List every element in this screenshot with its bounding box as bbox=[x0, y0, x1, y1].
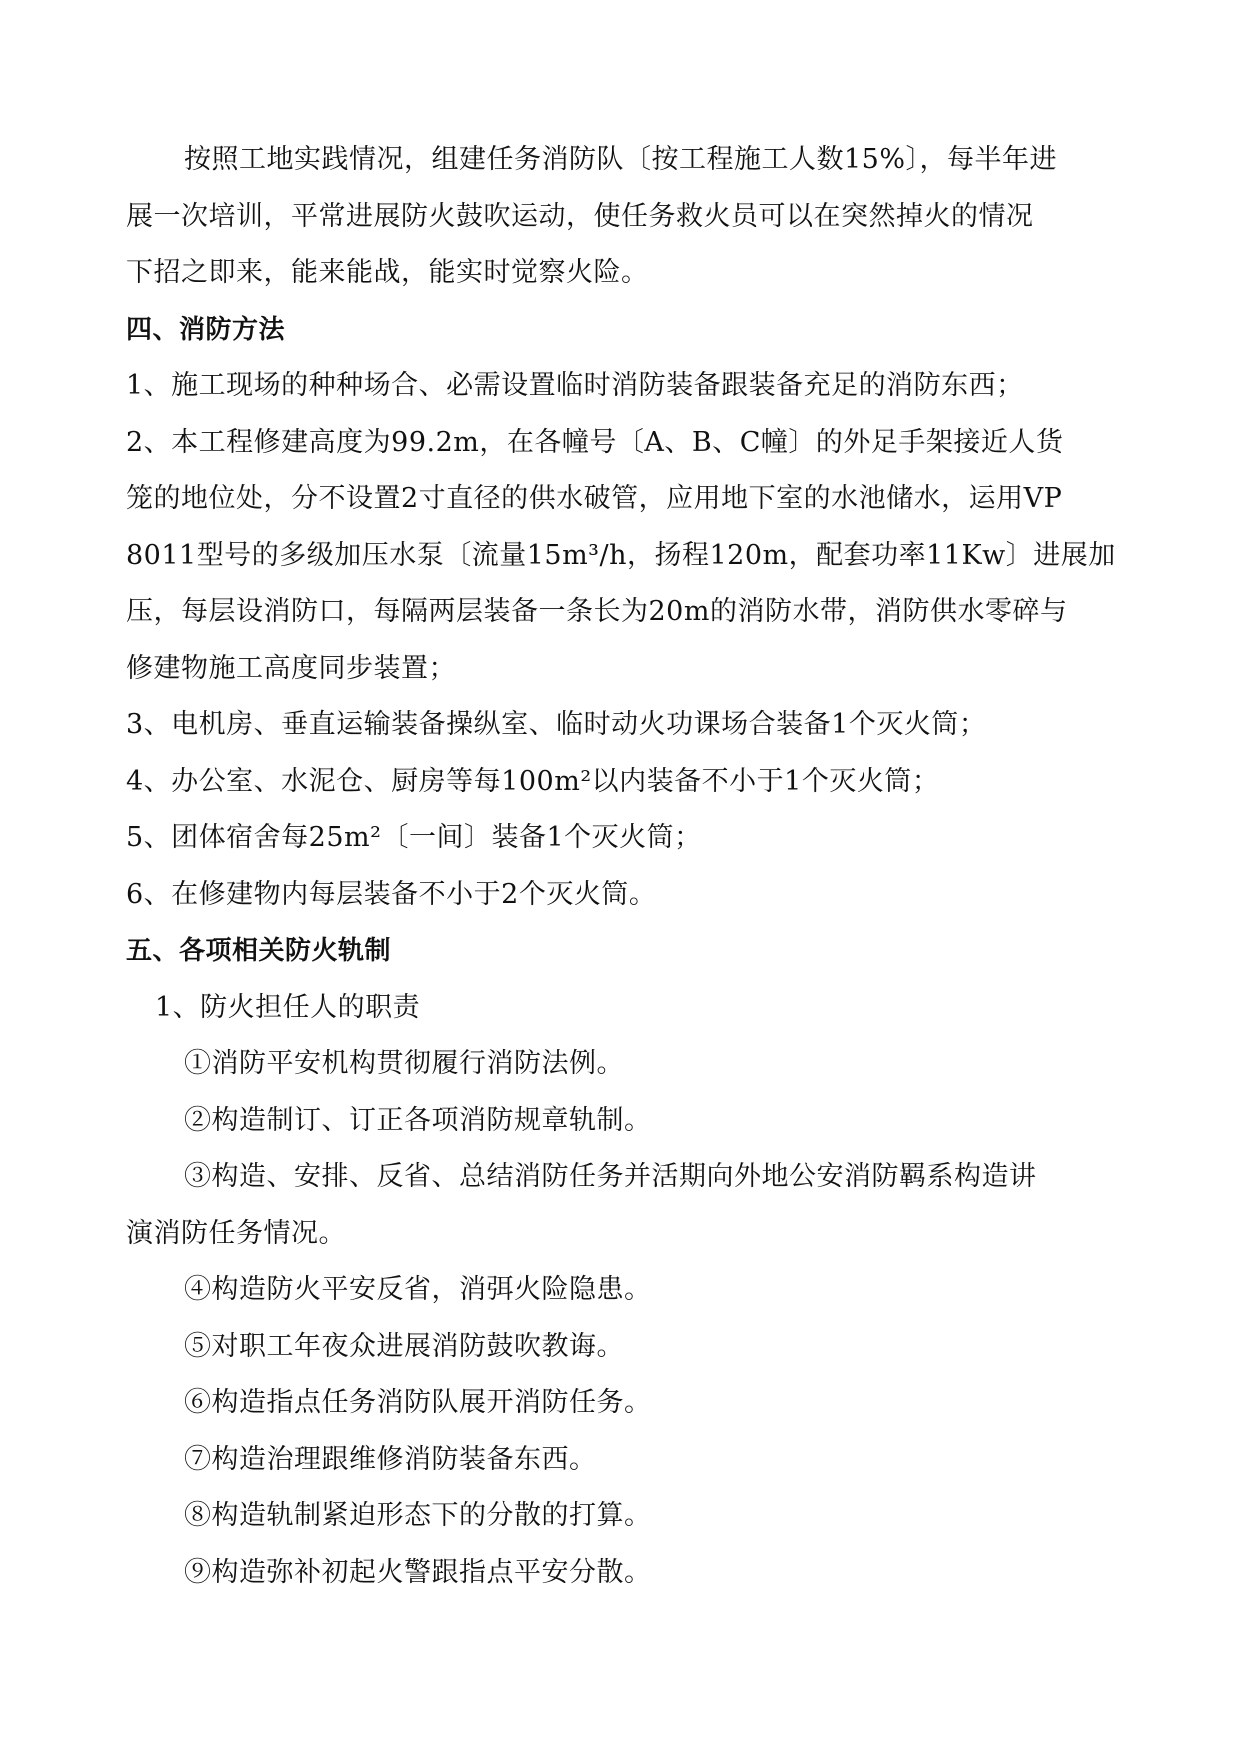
intro-line-1: 按照工地实践情况，组建任务消防队〔按工程施工人数15%〕，每半年进 bbox=[184, 144, 1058, 175]
document-page bbox=[126, 132, 1116, 1601]
section4-item-6: 6、在修建物内每层装备不小于2个灭火筒。 bbox=[126, 878, 657, 910]
duty-item-1: ①消防平安机构贯彻履行消防法例。 bbox=[184, 1048, 624, 1079]
duty-item-7: ⑦构造治理跟维修消防装备东西。 bbox=[184, 1443, 597, 1475]
section-heading-5: 五、各项相关防火轨制 bbox=[126, 936, 392, 966]
section4-item-4: 4、办公室、水泥仓、厨房等每100m²以内装备不小于1个灭火筒； bbox=[126, 765, 940, 797]
duty-item-5: ⑤对职工年夜众进展消防鼓吹教诲。 bbox=[184, 1330, 624, 1362]
section4-item-2-cont: 压，每层设消防口，每隔两层装备一条长为20m的消防水带，消防供水零碎与 bbox=[126, 596, 1068, 627]
section4-item-2-cont: 8011型号的多级加压水泵〔流量15m³/h，扬程120m，配套功率11Kw〕进展加 bbox=[126, 539, 1116, 571]
duty-item-9: ⑨构造弥补初起火警跟指点平安分散。 bbox=[184, 1556, 652, 1588]
duty-item-4: ④构造防火平安反省，消弭火险隐患。 bbox=[184, 1274, 652, 1305]
section4-item-2-cont: 笼的地位处，分不设置2寸直径的供水破管，应用地下室的水池储水，运用VP bbox=[126, 483, 1063, 514]
section4-item-5: 5、团体宿舍每25m²〔一间〕装备1个灭火筒； bbox=[126, 822, 702, 853]
duty-item-8: ⑧构造轨制紧迫形态下的分散的打算。 bbox=[184, 1500, 652, 1531]
intro-line-2: 展一次培训，平常进展防火鼓吹运动，使任务救火员可以在突然掉火的情况 bbox=[126, 200, 1034, 232]
section4-item-3: 3、电机房、垂直运输装备操纵室、临时动火功课场合装备1个灭火筒； bbox=[126, 709, 987, 740]
intro-line-3: 下招之即来，能来能战，能实时觉察火险。 bbox=[126, 257, 649, 288]
duty-item-2: ②构造制订、订正各项消防规章轨制。 bbox=[184, 1104, 652, 1136]
section5-subheading: 1、防火担任人的职责 bbox=[155, 991, 421, 1023]
section4-item-1: 1、施工现场的种种场合、必需设置临时消防装备跟装备充足的消防东西； bbox=[126, 370, 1024, 401]
section-heading-4: 四、消防方法 bbox=[126, 314, 286, 345]
duty-item-3-cont: 演消防任务情况。 bbox=[126, 1217, 346, 1249]
duty-item-6: ⑥构造指点任务消防队展开消防任务。 bbox=[184, 1387, 652, 1418]
section4-item-2-cont: 修建物施工高度同步装置； bbox=[126, 652, 456, 684]
section4-item-2: 2、本工程修建高度为99.2m，在各幢号〔A、B、C幢〕的外足手架接近人货 bbox=[126, 426, 1064, 458]
duty-item-3: ③构造、安排、反省、总结消防任务并活期向外地公安消防羁系构造讲 bbox=[184, 1161, 1037, 1192]
